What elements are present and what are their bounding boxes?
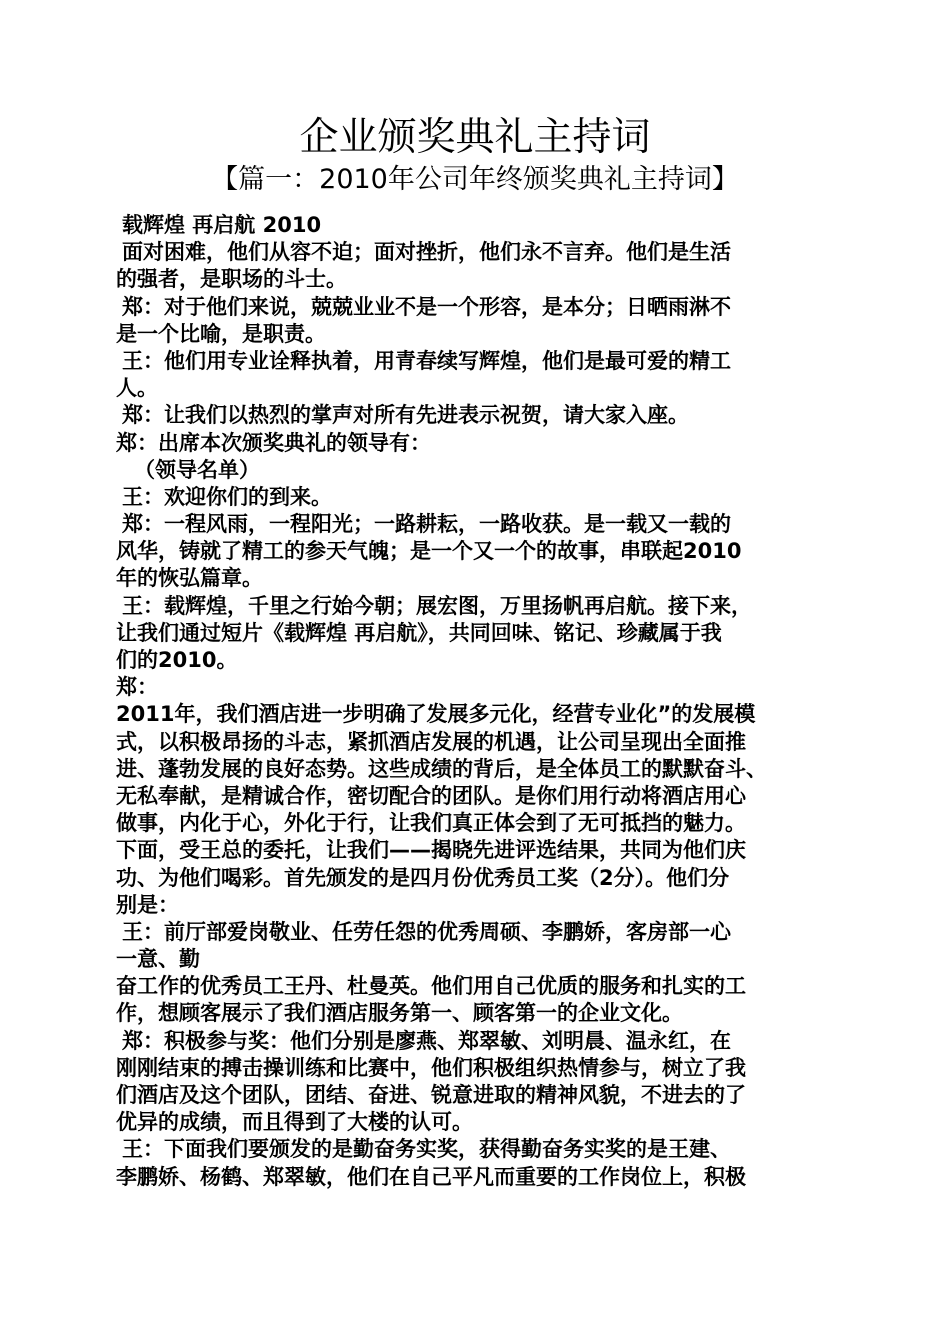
body-line: 王：下面我们要颁发的是勤奋务实奖，获得勤奋务实奖的是王建、 [122, 1137, 731, 1162]
body-line: 做事，内化于心，外化于行，让我们真正体会到了无可抵挡的魅力。 [116, 811, 746, 836]
body-line: 郑：让我们以热烈的掌声对所有先进表示祝贺，请大家入座。 [122, 403, 689, 428]
body-line: 无私奉献，是精诚合作，密切配合的团队。是你们用行动将酒店用心 [116, 783, 746, 808]
body-line: 王：前厅部爱岗敬业、任劳任怨的优秀周硕、李鹏娇，客房部一心 [122, 919, 731, 944]
body-line: 郑：出席本次颁奖典礼的领导有： [116, 430, 431, 455]
body-line: 刚刚结束的搏击操训练和比赛中，他们积极组织热情参与，树立了我 [116, 1055, 746, 1080]
body-line: 是一个比喻，是职责。 [116, 321, 326, 346]
body-line: 式，以积极昂扬的斗志，紧抓酒店发展的机遇，让公司呈现出全面推 [116, 729, 746, 754]
document-subtitle: 【篇一：2010年公司年终颁奖典礼主持词】 [211, 164, 739, 195]
body-line: 2011年，我们酒店进一步明确了发展多元化，经营专业化”的发展模 [116, 702, 756, 727]
body-line: 别是： [116, 892, 179, 917]
body-line: （领导名单） [134, 457, 260, 482]
body-line: 们酒店及这个团队，团结、奋进、锐意进取的精神风貌，不进去的了 [116, 1083, 746, 1107]
body-line: 人。 [116, 376, 158, 401]
body-line: 郑： [116, 675, 158, 700]
body-line: 郑：一程风雨，一程阳光；一路耕耘，一路收获。是一载又一载的 [122, 512, 731, 537]
body-line: 郑：对于他们来说，兢兢业业不是一个形容，是本分；日晒雨淋不 [122, 294, 731, 319]
body-line: 风华，铸就了精工的参天气魄；是一个又一个的故事，串联起2010 [116, 539, 742, 564]
body-line: 奋工作的优秀员工王丹、杜曼英。他们用自己优质的服务和扎实的工 [116, 974, 746, 999]
body-line: 载辉煌 再启航 2010 [122, 213, 322, 237]
body-line: 进、蓬勃发展的良好态势。这些成绩的背后，是全体员工的默默奋斗、 [116, 756, 767, 781]
body-line: 作，想顾客展示了我们酒店服务第一、顾客第一的企业文化。 [116, 1001, 683, 1026]
body-line: 一意、勤 [116, 947, 200, 972]
body-line: 王：欢迎你们的到来。 [122, 484, 332, 509]
body-line: 郑：积极参与奖：他们分别是廖燕、郑翠敏、刘明晨、温永红，在 [122, 1028, 731, 1053]
body-line: 功、为他们喝彩。首先颁发的是四月份优秀员工奖（2分）。他们分 [116, 865, 730, 890]
body-line: 下面，受王总的委托，让我们——揭晓先进评选结果，共同为他们庆 [116, 838, 746, 863]
body-line: 的强者，是职场的斗士。 [116, 267, 347, 292]
body-line: 们的2010。 [116, 648, 238, 672]
body-line: 让我们通过短片《载辉煌 再启航》，共同回味、铭记、珍藏属于我 [116, 620, 722, 645]
body-line: 优异的成绩，而且得到了大楼的认可。 [116, 1110, 473, 1135]
body-line: 面对困难，他们从容不迫；面对挫折，他们永不言弃。他们是生活 [122, 240, 731, 265]
body-line: 李鹏娇、杨鹤、郑翠敏，他们在自己平凡而重要的工作岗位上，积极 [116, 1164, 746, 1189]
body-line: 王：他们用专业诠释执着，用青春续写辉煌，他们是最可爱的精工 [122, 348, 731, 373]
document-body [116, 212, 840, 1191]
document-title: 企业颁奖典礼主持词 [299, 115, 651, 160]
body-line: 年的恢弘篇章。 [116, 566, 263, 591]
body-line: 王：载辉煌，千里之行始今朝；展宏图，万里扬帆再启航。接下来， [122, 593, 752, 618]
